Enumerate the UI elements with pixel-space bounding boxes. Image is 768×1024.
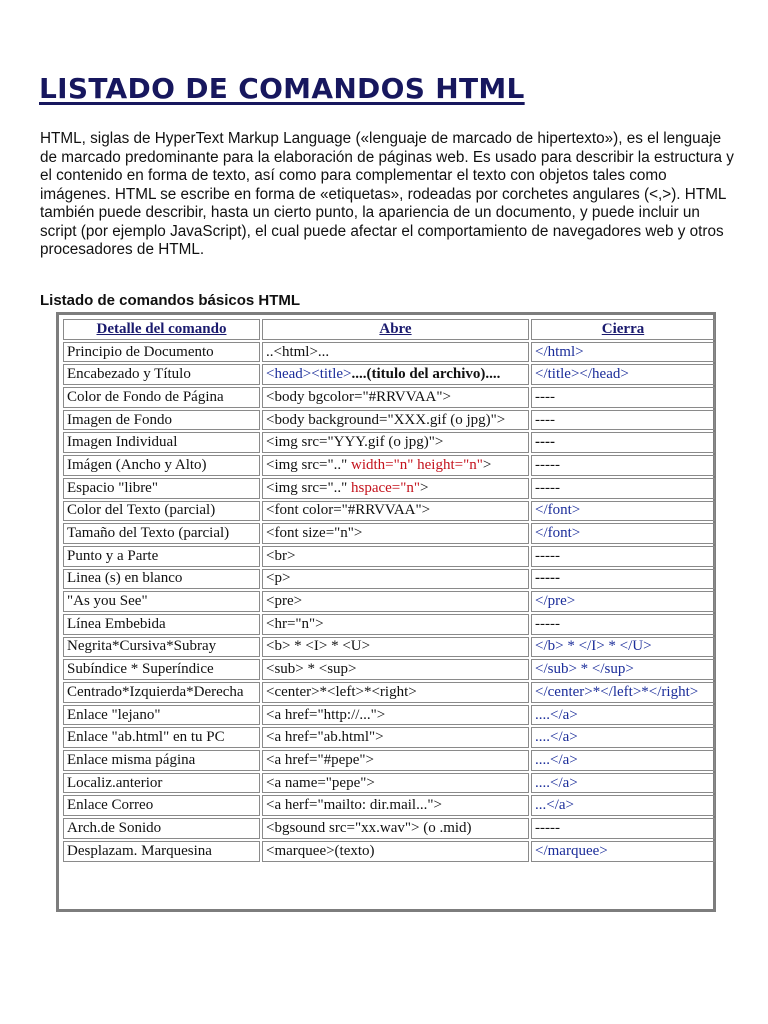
table-row <box>63 478 715 499</box>
table-row <box>63 569 715 590</box>
command-detail: Linea (s) en blanco <box>63 569 260 590</box>
command-open: <br> <box>262 546 529 567</box>
command-detail: Espacio "libre" <box>63 478 260 499</box>
command-open: <a name="pepe"> <box>262 773 529 794</box>
commands-table <box>61 317 717 864</box>
command-close: ----- <box>531 614 715 635</box>
command-close: ....</a> <box>531 773 715 794</box>
table-row <box>63 342 715 363</box>
command-close: ---- <box>531 387 715 408</box>
command-detail: Subíndice * Superíndice <box>63 659 260 680</box>
command-close: </font> <box>531 523 715 544</box>
command-detail: Línea Embebida <box>63 614 260 635</box>
open-segment: <head><title> <box>266 366 352 383</box>
command-detail: Color de Fondo de Página <box>63 387 260 408</box>
table-body <box>63 342 715 862</box>
table-row <box>63 682 715 703</box>
command-detail: Principio de Documento <box>63 342 260 363</box>
commands-table-frame <box>56 312 716 912</box>
command-open: <b> * <I> * <U> <box>262 637 529 658</box>
command-open: <body background="XXX.gif (o jpg)"> <box>262 410 529 431</box>
command-open: <marquee>(texto) <box>262 841 529 862</box>
table-row <box>63 432 715 453</box>
header-open: Abre <box>262 319 529 340</box>
command-close: ....</a> <box>531 750 715 771</box>
command-close: ----- <box>531 569 715 590</box>
header-close: Cierra <box>531 319 715 340</box>
command-close: </pre> <box>531 591 715 612</box>
command-close: ----- <box>531 455 715 476</box>
table-row <box>63 364 715 385</box>
table-row <box>63 659 715 680</box>
table-row <box>63 818 715 839</box>
command-open: <sub> * <sup> <box>262 659 529 680</box>
command-detail: Centrado*Izquierda*Derecha <box>63 682 260 703</box>
command-detail: Imagen de Fondo <box>63 410 260 431</box>
table-header-row <box>63 319 715 340</box>
command-close: ----- <box>531 546 715 567</box>
open-segment: <img src=".." <box>266 479 351 496</box>
command-detail: Imagen Individual <box>63 432 260 453</box>
command-open <box>262 478 529 499</box>
command-open: <body bgcolor="#RRVVAA"> <box>262 387 529 408</box>
header-detail: Detalle del comando <box>63 319 260 340</box>
command-open <box>262 455 529 476</box>
command-close: </html> <box>531 342 715 363</box>
command-open: <font size="n"> <box>262 523 529 544</box>
command-close: </b> * </I> * </U> <box>531 637 715 658</box>
command-close: ---- <box>531 410 715 431</box>
table-subtitle: Listado de comandos básicos HTML <box>40 292 301 309</box>
command-close: ---- <box>531 432 715 453</box>
command-detail: "As you See" <box>63 591 260 612</box>
command-detail: Tamaño del Texto (parcial) <box>63 523 260 544</box>
table-row <box>63 705 715 726</box>
table-row <box>63 523 715 544</box>
page-title: LISTADO DE COMANDOS HTML <box>39 72 525 105</box>
open-segment: hspace="n" <box>351 479 421 496</box>
command-detail: Enlace misma página <box>63 750 260 771</box>
command-detail: Localiz.anterior <box>63 773 260 794</box>
open-segment: <img src=".." <box>266 456 351 473</box>
command-open: <a href="http://..."> <box>262 705 529 726</box>
table-row <box>63 614 715 635</box>
table-row <box>63 546 715 567</box>
command-detail: Color del Texto (parcial) <box>63 501 260 522</box>
command-open: <p> <box>262 569 529 590</box>
command-open: <bgsound src="xx.wav"> (o .mid) <box>262 818 529 839</box>
command-close: ....</a> <box>531 727 715 748</box>
table-row <box>63 591 715 612</box>
command-open: <center>*<left>*<right> <box>262 682 529 703</box>
table-row <box>63 387 715 408</box>
command-open <box>262 364 529 385</box>
command-close: ----- <box>531 478 715 499</box>
command-close: </sub> * </sup> <box>531 659 715 680</box>
table-row <box>63 841 715 862</box>
table-row <box>63 501 715 522</box>
command-detail: Enlace "ab.html" en tu PC <box>63 727 260 748</box>
open-segment: ....(titulo del archivo).... <box>351 366 501 383</box>
command-close: </marquee> <box>531 841 715 862</box>
command-open: <hr="n"> <box>262 614 529 635</box>
table-row <box>63 795 715 816</box>
command-close: ...</a> <box>531 795 715 816</box>
command-detail: Imágen (Ancho y Alto) <box>63 455 260 476</box>
table-row <box>63 637 715 658</box>
command-close: </center>*</left>*</right> <box>531 682 715 703</box>
command-open: <font color="#RRVVAA"> <box>262 501 529 522</box>
open-segment: > <box>482 456 492 473</box>
command-detail: Enlace Correo <box>63 795 260 816</box>
command-open: <a href="#pepe"> <box>262 750 529 771</box>
table-row <box>63 410 715 431</box>
command-detail: Arch.de Sonido <box>63 818 260 839</box>
command-open: <a herf="mailto: dir.mail..."> <box>262 795 529 816</box>
command-close: ....</a> <box>531 705 715 726</box>
command-open: ..<html>... <box>262 342 529 363</box>
command-open: <img src="YYY.gif (o jpg)"> <box>262 432 529 453</box>
command-detail: Punto y a Parte <box>63 546 260 567</box>
table-row <box>63 773 715 794</box>
command-close: </font> <box>531 501 715 522</box>
command-detail: Encabezado y Título <box>63 364 260 385</box>
intro-paragraph: HTML, siglas de HyperText Markup Language («lenguaje de marcado de hipertexto»), es el lenguaje de marcado predominante para la elaboración de páginas web. Es usado para describir la estructura y el contenido en forma de texto, así como para complementar el texto con objetos tales como imágenes. HTML se escribe en forma de «etiquetas», rodeadas por corchetes angulares (<,>). HTML también puede describir, hasta un cierto punto, la apariencia de un documento, y puede incluir un script (por ejemplo JavaScript), el cual puede afectar el comportamiento de navegadores web y otros procesadores de HTML. <box>40 130 734 258</box>
command-close: ----- <box>531 818 715 839</box>
command-open: <a href="ab.html"> <box>262 727 529 748</box>
open-segment: > <box>420 479 429 496</box>
table-row <box>63 750 715 771</box>
command-open: <pre> <box>262 591 529 612</box>
command-detail: Enlace "lejano" <box>63 705 260 726</box>
command-detail: Negrita*Cursiva*Subray <box>63 637 260 658</box>
command-close: </title></head> <box>531 364 715 385</box>
command-detail: Desplazam. Marquesina <box>63 841 260 862</box>
table-row <box>63 455 715 476</box>
table-row <box>63 727 715 748</box>
open-segment: width="n" height="n" <box>351 456 483 473</box>
